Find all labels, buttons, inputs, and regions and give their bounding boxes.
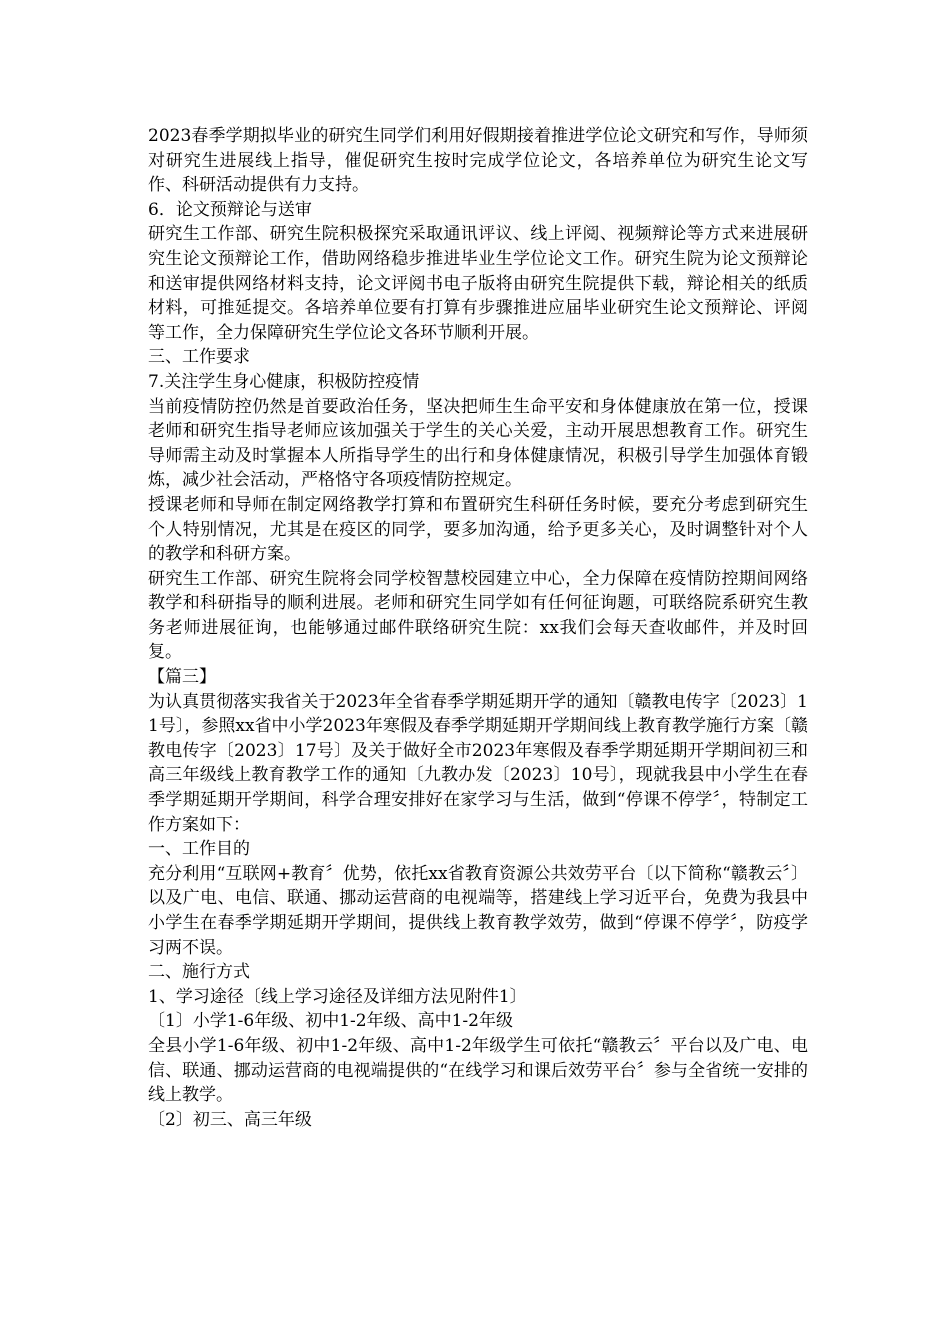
heading-work-requirements: 三、工作要求	[148, 347, 250, 368]
heading-senior-grades: 〔2〕初三、高三年级	[148, 1109, 312, 1130]
paragraph-online-platform: 全县小学1-6年级、初中1-2年级、高中1-2年级学生可依托“赣教云〞平台以及广电、电信、联通、挪动运营商的电视端提供的“在线学习和课后效劳平台〞参与全省统一安排的线上教学。	[148, 1035, 808, 1106]
heading-work-goal: 一、工作目的	[148, 839, 250, 860]
document-page	[148, 124, 808, 1132]
paragraph-thesis-writing: 2023春季学期拟毕业的研究生同学们利用好假期接着推进学位论文研究和写作，导师须对研究生进展线上指导，催促研究生按时完成学位论文，各培养单位为研究生论文写作、科研活动提供有力支持。	[148, 126, 808, 196]
heading-implementation: 二、施行方式	[148, 962, 250, 983]
paragraph-epidemic-control: 当前疫情防控仍然是首要政治任务，坚决把师生生命平安和身体健康放在第一位，授课老师和研究生指导老师应该加强关于学生的关心关爱，主动开展思想教育工作。研究生导师需主动及时掌握本人所指导学生的出行和身体健康情况，积极引导学生加强体育锻炼，减少社会活动，严格恪守各项疫情防控规定。	[148, 396, 808, 491]
paragraph-contact-info: 研究生工作部、研究生院将会同学校智慧校园建立中心，全力保障在疫情防控期间网络教学和科研指导的顺利进展。老师和研究生同学如有任何征询题，可联络院系研究生教务老师进展征询，也能够通过邮件联络研究生院：xx我们会每天查收邮件，并及时回复。	[148, 568, 808, 663]
paragraph-pre-defense: 研究生工作部、研究生院积极探究采取通讯评议、线上评阅、视频辩论等方式来进展研究生论文预辩论工作，借助网络稳步推进毕业生学位论文工作。研究生院为论文预辩论和送审提供网络材料支持，论文评阅书电子版将由研究生院提供下载，辩论相关的纸质材料，可推延提交。各培养单位要有打算有步骤推进应届毕业研究生论文预辩论、评阅等工作，全力保障研究生学位论文各环节顺利开展。	[148, 224, 808, 343]
heading-pre-defense: 6．论文预辩论与送审	[148, 199, 312, 220]
heading-learning-channels: 1、学习途径〔线上学习途径及详细方法见附件1〕	[148, 986, 527, 1007]
heading-part-three: 【篇三】	[148, 667, 216, 688]
paragraph-work-goal: 充分利用“互联网+教育〞优势，依托xx省教育资源公共效劳平台〔以下简称“赣教云〞〕以及广电、电信、联通、挪动运营商的电视端等，搭建线上学习近平台，免费为我县中小学生在春季学期延期开学期间，提供线上教育教学效劳，做到“停课不停学〞，防疫学习两不误。	[148, 863, 808, 958]
heading-student-health: 7.关注学生身心健康，积极防控疫情	[148, 371, 420, 392]
paragraph-teaching-plans: 授课老师和导师在制定网络教学打算和布置研究生科研任务时候，要充分考虑到研究生个人特别情况，尤其是在疫区的同学，要多加沟通，给予更多关心，及时调整针对个人的教学和科研方案。	[148, 494, 808, 565]
paragraph-notice-intro: 为认真贯彻落实我省关于2023年全省春季学期延期开学的通知〔赣教电传字〔2023〕11号〕，参照xx省中小学2023年寒假及春季学期延期开学期间线上教育教学施行方案〔赣教电传字〔2023〕17号〕及关于做好全市2023年寒假及春季学期延期开学期间初三和高三年级线上教育教学工作的通知〔九教办发〔2023〕10号〕，现就我县中小学生在春季学期延期开学期间，科学合理安排好在家学习与生活，做到“停课不停学〞，特制定工作方案如下：	[148, 691, 808, 835]
heading-grade-groups: 〔1〕小学1-6年级、初中1-2年级、高中1-2年级	[148, 1011, 513, 1032]
